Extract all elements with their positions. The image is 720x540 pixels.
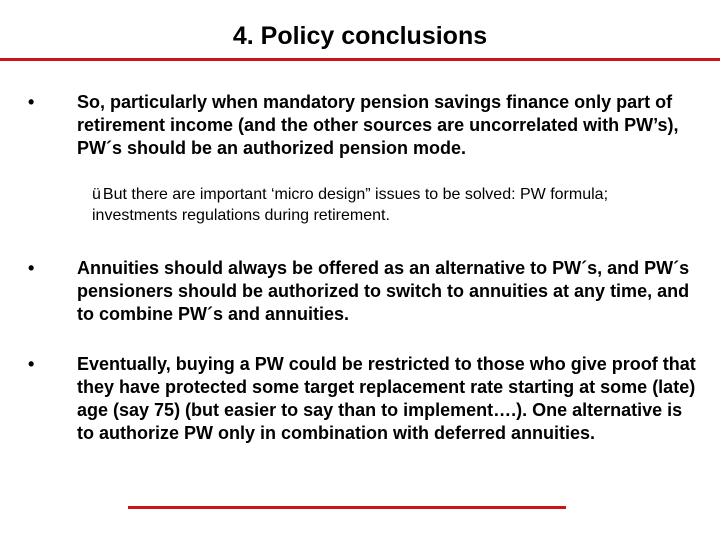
bullet-item-1 xyxy=(28,91,696,160)
bottom-divider xyxy=(128,506,566,509)
sub-bullet-item xyxy=(92,184,692,226)
bullet-icon: • xyxy=(28,354,35,374)
bullet-item-3 xyxy=(28,353,696,445)
bullet-item-2 xyxy=(28,257,696,326)
slide-title: 4. Policy conclusions xyxy=(232,22,488,50)
sub-bullet-text: But there are important ‘micro design” issues to be solved: PW formula; investments regulations during retirement. xyxy=(92,186,609,224)
bullet-text-2: Annuities should always be offered as an alternative to PW´s, and PW´s pensioners should be authorized to switch to annuities at any time, and to combine PW´s and annuities. xyxy=(77,258,690,324)
checkmark-icon: ü xyxy=(92,186,101,203)
bullet-text-1: So, particularly when mandatory pension savings finance only part of retirement income (and the other sources are uncorrelated with PW’s), PW´s should be an authorized pension mode. xyxy=(77,92,679,158)
title-divider xyxy=(0,58,720,61)
bullet-icon: • xyxy=(28,258,35,278)
bullet-text-3: Eventually, buying a PW could be restricted to those who give proof that they have protected some target replacement rate starting at some (late) age (say 75) (but easier to say than to implement….). One alternative is to authorize PW only in combination with deferred annuities. xyxy=(77,354,696,443)
bullet-icon: • xyxy=(28,92,35,112)
